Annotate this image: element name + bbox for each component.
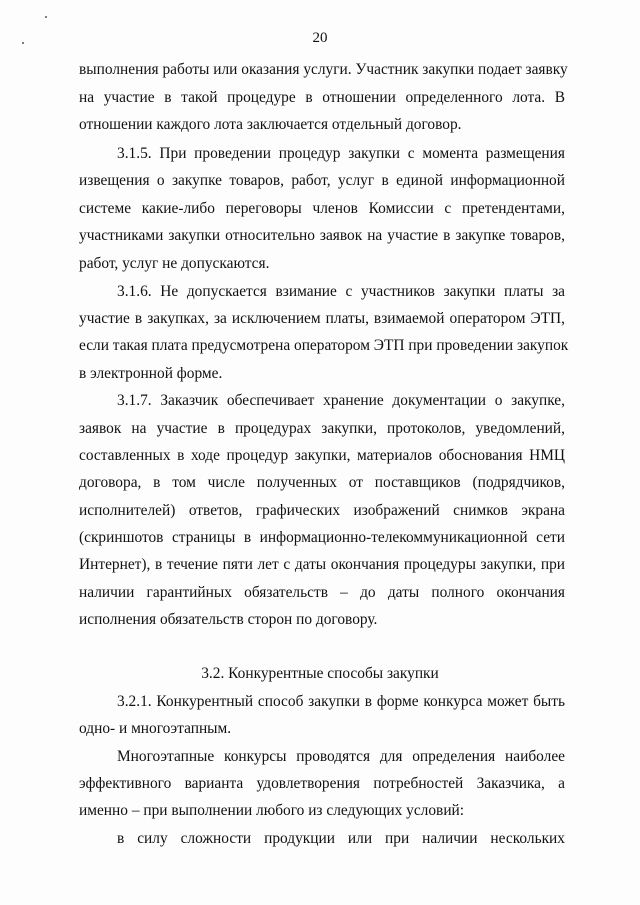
text-line: выполнения работы или оказания услуги. Участник закупки подает заявку [79, 61, 568, 78]
section-heading: 3.2. Конкурентные способы закупки [201, 665, 439, 682]
text-line: (скриншотов страницы в информационно-телекоммуникационной сети [79, 529, 565, 546]
text-line: системе какие-либо переговоры членов Комиссии с претендентами, [79, 200, 565, 217]
text-line: составленных в ходе процедур закупки, материалов обоснования НМЦ [79, 447, 565, 464]
text-line: 3.1.7. Заказчик обеспечивает хранение документации о закупке, [117, 392, 565, 409]
text-line: 3.1.5. При проведении процедур закупки с момента размещения [117, 145, 565, 162]
text-line: заявок на участие в процедурах закупки, протоколов, уведомлений, [79, 420, 565, 437]
text-line: Многоэтапные конкурсы проводятся для определения наиболее [117, 748, 565, 765]
text-line: работ, услуг не допускаются. [79, 255, 270, 272]
text-line: 3.1.6. Не допускается взимание с участников закупки платы за [117, 283, 565, 300]
text-line: 3.2.1. Конкурентный способ закупки в форме конкурса может быть [117, 693, 565, 710]
text-line: участие в закупках, за исключением платы, взимаемой оператором ЭТП, [79, 310, 565, 327]
text-line: в силу сложности продукции или при наличии нескольких [117, 830, 565, 847]
text-line: Интернет), в течение пяти лет с даты окончания процедуры закупки, при [79, 556, 565, 573]
text-line: извещения о закупке товаров, работ, услуг в единой информационной [79, 172, 565, 189]
text-line: договора, в том числе полученных от поставщиков (подрядчиков, [79, 474, 565, 491]
text-line: наличии гарантийных обязательств – до даты полного окончания [79, 584, 565, 601]
text-line: участниками закупки относительно заявок на участие в закупке товаров, [79, 227, 565, 244]
text-line: если такая плата предусмотрена оператором ЭТП при проведении закупок [79, 337, 569, 354]
text-line: в электронной форме. [79, 365, 223, 382]
page-number: 20 [312, 30, 328, 46]
text-line: именно – при выполнении любого из следующих условий: [79, 802, 465, 819]
text-line: одно- и многоэтапным. [79, 720, 232, 737]
text-line: отношении каждого лота заключается отдельный договор. [79, 116, 462, 133]
scan-speck [45, 16, 47, 18]
text-line: эффективного варианта удовлетворения потребностей Заказчика, а [79, 775, 565, 792]
text-line: на участие в такой процедуре в отношении определенного лота. В [79, 89, 565, 106]
text-line: исполнителей) ответов, графических изображений снимков экрана [79, 502, 565, 519]
text-line: исполнения обязательств сторон по договору. [79, 611, 378, 628]
